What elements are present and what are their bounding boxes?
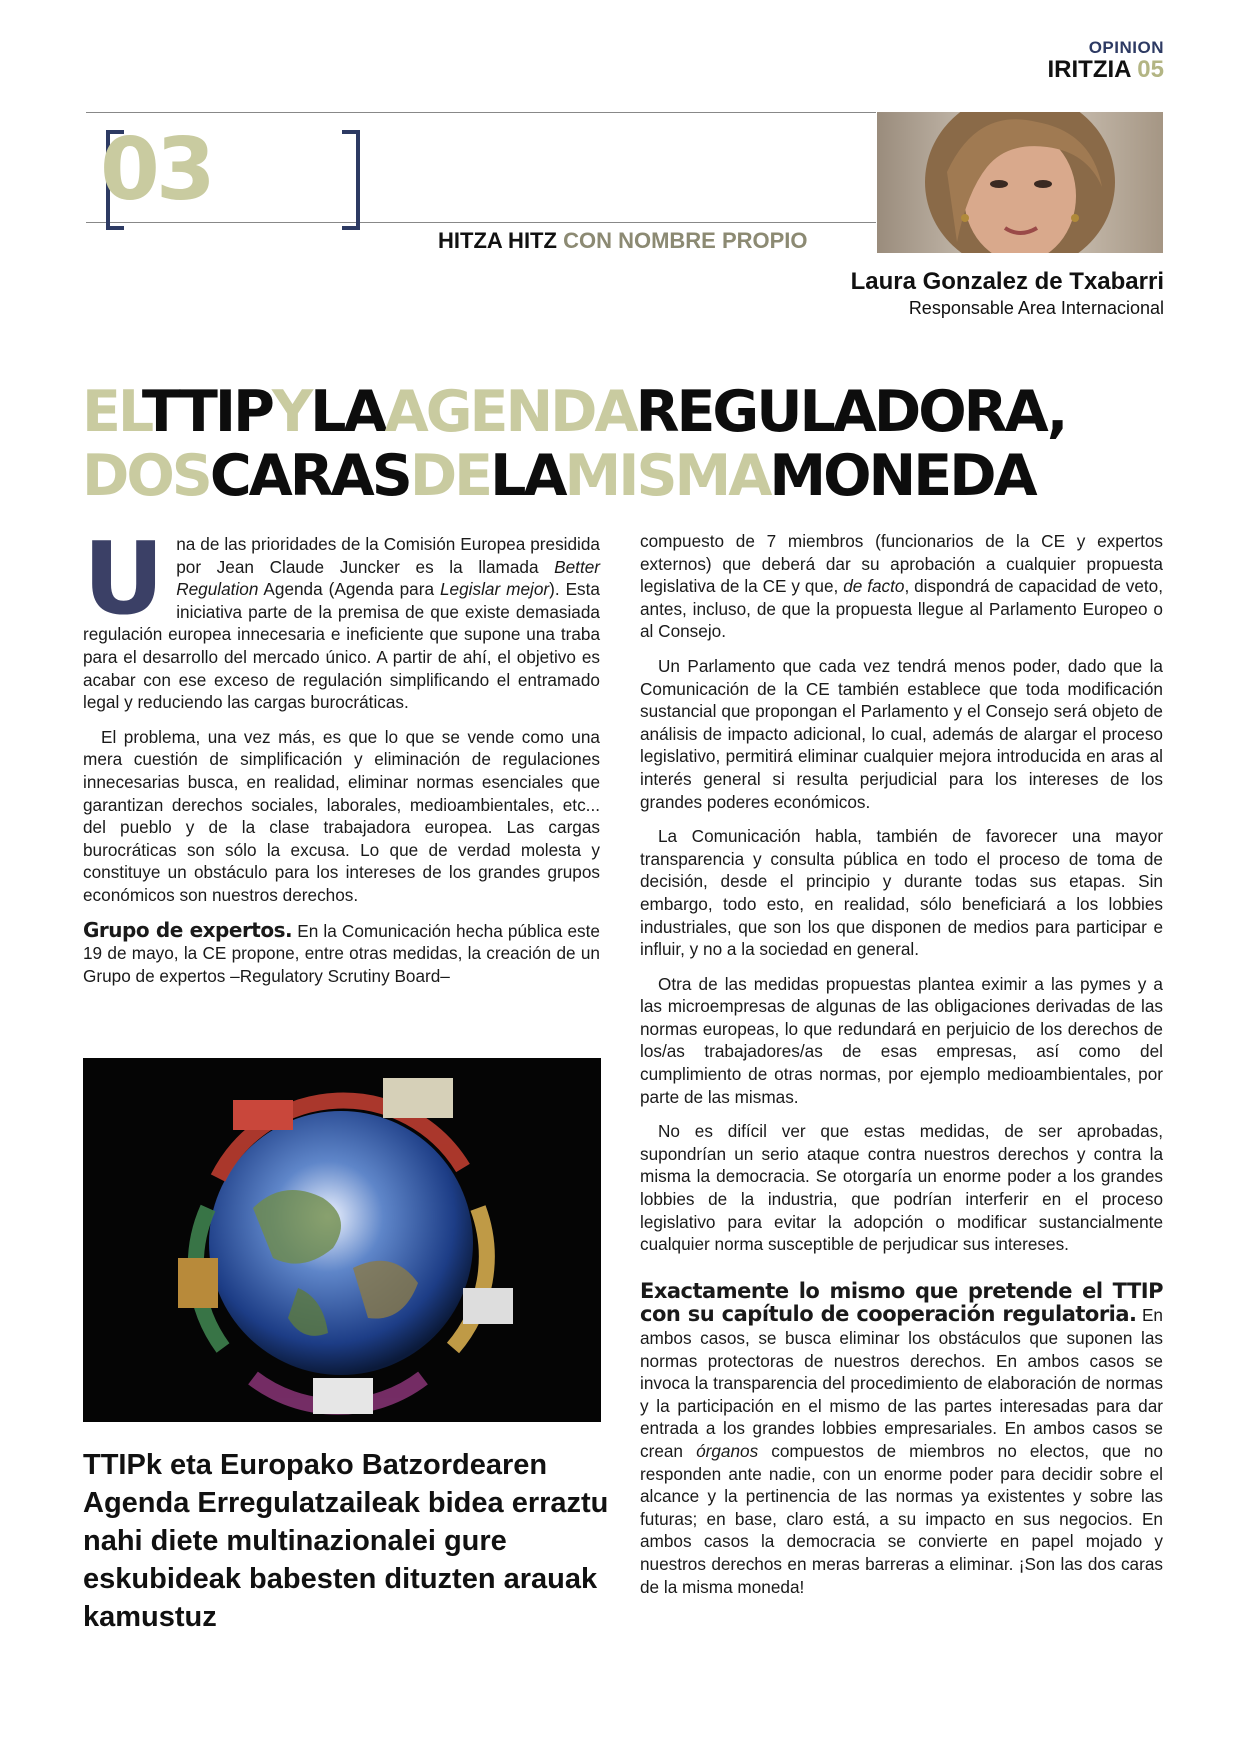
- paragraph: [83, 520, 600, 714]
- headline-word: Y: [271, 379, 311, 445]
- headline: [82, 380, 1182, 508]
- illustration-globe: [83, 1058, 601, 1422]
- paragraph: [83, 919, 600, 988]
- column-kicker: [438, 228, 808, 254]
- column-number: 03: [100, 120, 212, 220]
- headline-word: REGULADORA,: [635, 379, 1066, 445]
- paragraph-text: na de las prioridades de la Comisión Europea presidida por Jean Claude Juncker es la llamada Better Regulation Agenda (Agenda para Legislar mejor). Esta iniciativa parte de la premisa de que existe demasiada regulación europea innecesaria e ineficiente que supone una traba para el desarrollo del mercado único. A partir de ahí, el objetivo es acabar con ese exceso de regulación simplificando el entramado legal y reduciendo las cargas burocráticas.: [83, 534, 600, 713]
- paragraph: Un Parlamento que cada vez tendrá menos poder, dado que la Comunicación de la CE también establece que toda modificación sustancial que propongan el Parlamento y el Consejo será objeto de análisis de impacto adicional, lo cual, además de alargar el proceso legislativo, permitirá eliminar cualquier mejora introducida en aras al interés general si resulta perjudicial para los intereses de los grandes poderes económicos.: [640, 655, 1163, 812]
- article-column-1: [83, 520, 600, 999]
- paragraph: Otra de las medidas propuestas plantea eximir a las pymes y a las microempresas de algunas de las obligaciones derivadas de las normas europeas, lo que redundará en perjuicio de los derechos de los/as trabajadores/as de esas empresas, así como del cumplimiento de otras normas, por ejemplo medioambientales, por parte de las mismas.: [640, 973, 1163, 1107]
- headline-word: LA: [310, 379, 385, 445]
- right-bracket: [342, 130, 360, 230]
- headline-word: DE: [409, 443, 491, 509]
- author-role: Responsable Area Internacional: [908, 298, 1164, 318]
- top-divider: [86, 112, 876, 113]
- headline-word: LA: [490, 443, 565, 509]
- kicker-dark: HITZA HITZ: [438, 228, 557, 253]
- headline-word: DOS: [82, 443, 210, 509]
- kicker-light: CON NOMBRE PROPIO: [563, 228, 808, 253]
- subhead: Grupo de expertos.: [83, 917, 293, 942]
- subhead: Exactamente lo mismo que pretende el TTIP con su capítulo de cooperación regulatoria.: [640, 1278, 1163, 1327]
- paragraph-text: En la Comunicación hecha pública este 19 de mayo, la CE propone, entre otras medidas, la creación de un Grupo de expertos –Regulatory Scrutiny Board–: [83, 920, 600, 986]
- drop-cap: U: [83, 520, 165, 637]
- author-name: Laura Gonzalez de Txabarri: [850, 268, 1164, 295]
- page-number: 05: [1137, 56, 1164, 83]
- headline-word: EL: [82, 379, 142, 445]
- paragraph: compuesto de 7 miembros (funcionarios de la CE y expertos externos) que deberá dar su aprobación a cualquier propuesta legislativa de la CE y que, de facto, dispondrá de capacidad de veto, antes, incluso, de que la propuesta llegue al Parlamento Europeo o al Consejo.: [640, 531, 1164, 642]
- author-photo: [877, 112, 1163, 253]
- headline-word: TTIP: [141, 379, 272, 445]
- paragraph: La Comunicación habla, también de favorecer una mayor transparencia y consulta pública en todo el proceso de toma de decisión, desde el principio y durante todas sus etapas. Sin embargo, todo esto, en realidad, sólo beneficiará a los lobbies industriales, que son los que disponen de medios para participar e influir, y no a la sociedad en general.: [640, 826, 1163, 960]
- pull-quote: TTIPk eta Europako Batzordearen Agenda Erregulatzaileak bidea erraztu nahi diete multinazionalei gure eskubideak babesten dituzten arauak kamustuz: [83, 1449, 609, 1633]
- paragraph: El problema, una vez más, es que lo que se vende como una mera cuestión de simplificación y eliminación de regulaciones innecesarias busca, en realidad, eliminar normas esenciales que garantizan derechos sociales, laborales, medioambientales, etc... del pueblo y de la clase trabajadora europea. Las cargas burocráticas son sólo la excusa. Lo que de verdad molesta y constituye un obstáculo para los intereses de los grandes grupos económicos son nuestros derechos.: [83, 726, 600, 905]
- headline-word: MONEDA: [769, 443, 1035, 509]
- headline-line-2: [82, 444, 1182, 508]
- section-label: OPINION: [1088, 38, 1164, 57]
- paragraph: [640, 1280, 1163, 1598]
- section-label-eu: [1048, 56, 1164, 84]
- headline-word: AGENDA: [384, 379, 636, 445]
- headline-word: MISMA: [564, 443, 770, 509]
- paragraph-text: En ambos casos, se busca eliminar los obstáculos que suponen las normas protectoras de nuestros derechos. En ambos casos se invoca la transparencia del procedimiento de elaboración de normas y la participación en el mismo de las partes interesadas para dar entrada a los grandes lobbies empresariales. En ambos casos se crean órganos compuestos de miembros no electos, que no responden ante nadie, con un enorme poder para decidir sobre el alcance y la pertinencia de las normas ya existentes y sobre las futuras; en base, claro está, a su impacto en sus negocios. En ambos casos la democracia se convierte en papel mojado y nuestros derechos en meras barreras a eliminar. ¡Son las dos caras de la misma moneda!: [640, 1305, 1163, 1597]
- headline-line-1: [82, 380, 1182, 444]
- headline-word: CARAS: [209, 443, 410, 509]
- section-label-eu-text: IRITZIA: [1047, 56, 1131, 83]
- column-number-badge: [100, 120, 270, 225]
- paragraph: No es difícil ver que estas medidas, de ser aprobadas, supondrían un serio ataque contra nuestros derechos y contra la misma la democracia. Se otorgaría un enorme poder a los grandes lobbies de la industria, que podrían interferir en el proceso legislativo para evitar la adopción o modificar sustancialmente cualquier norma susceptible de perjudicar sus intereses.: [640, 1121, 1163, 1255]
- article-column-2: [640, 530, 1163, 1610]
